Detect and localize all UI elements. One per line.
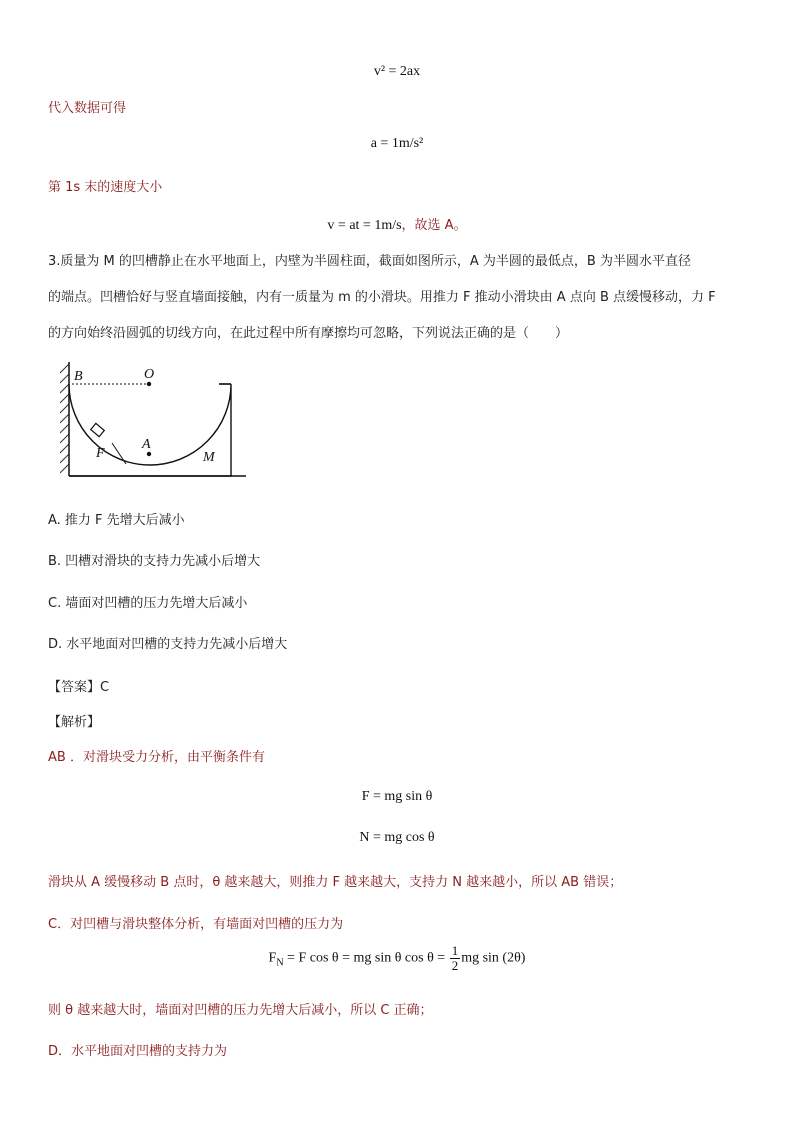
equation-acceleration: a = 1m/s² [370,136,424,151]
label-M: M [203,450,215,465]
analysis-c-line: C．对凹槽与滑块整体分析，有墙面对凹槽的压力为 [48,917,344,932]
text-speed: 第 1s 末的速度大小 [48,180,163,195]
label-A: A [142,437,151,452]
equation-normal: N = mg cos θ [359,830,435,845]
option-b: B. 凹槽对滑块的支持力先减小后增大 [48,554,261,569]
label-F: F [96,446,105,461]
label-O: O [144,367,155,382]
slider-block [91,423,105,436]
analysis-slide-line: 滑块从 A 缓慢移动 B 点时，θ 越来越大，则推力 F 越来越大，支持力 N 越来越小，所以 AB 错误； [48,875,623,890]
analysis-c-conclusion: 则 θ 越来越大时，墙面对凹槽的压力先增大后减小，所以 C 正确； [48,1003,433,1018]
equation-velocity-line [0,214,794,234]
answer-label: 【答案】C [48,680,110,695]
equation-force: F = mg sin θ [361,789,433,804]
choose-a-text: ，故选 A。 [401,218,467,233]
option-d: D. 水平地面对凹槽的支持力先减小后增大 [48,637,288,652]
trough-figure [60,360,250,480]
question-3-line-1: 3.质量为 M 的凹槽静止在水平地面上，内壁为半圆柱面，截面如图所示，A 为半圆的最低点，B 为半圆水平直径 [48,254,691,269]
analysis-ab-line: AB ．对滑块受力分析，由平衡条件有 [48,750,265,765]
analysis-d-line: D．水平地面对凹槽的支持力为 [48,1044,228,1059]
point-A [147,452,151,456]
question-3-line-2: 的端点。凹槽恰好与竖直墙面接触，内有一质量为 m 的小滑块。用推力 F 推动小滑块由 A 点向 B 点缓慢移动，力 F [48,290,716,305]
option-a: A. 推力 F 先增大后减小 [48,513,185,528]
wall-hatching [60,364,69,473]
equation-v-squared: v² = 2ax [373,64,421,79]
fraction-half: $\frac{1}{2}$ [451,943,459,973]
question-3 [48,244,748,352]
equation-velocity: v = at = 1m/s [327,218,402,233]
question-3-line-3: 的方向始终沿圆弧的切线方向，在此过程中所有摩擦均可忽略，下列说法正确的是（ ） [48,326,569,341]
label-B: B [74,369,83,384]
force-arrow [112,443,126,464]
text-substitute: 代入数据可得 [48,101,127,116]
point-O [147,382,151,386]
option-c: C. 墙面对凹槽的压力先增大后减小 [48,596,248,611]
equation-wall-force: $F_N = F$ cos θ = mg sin θ cos θ = $\frac{1}{2}$ mg sin (2θ) [268,943,526,973]
question-number: 3. [48,254,61,269]
analysis-label: 【解析】 [48,715,101,730]
